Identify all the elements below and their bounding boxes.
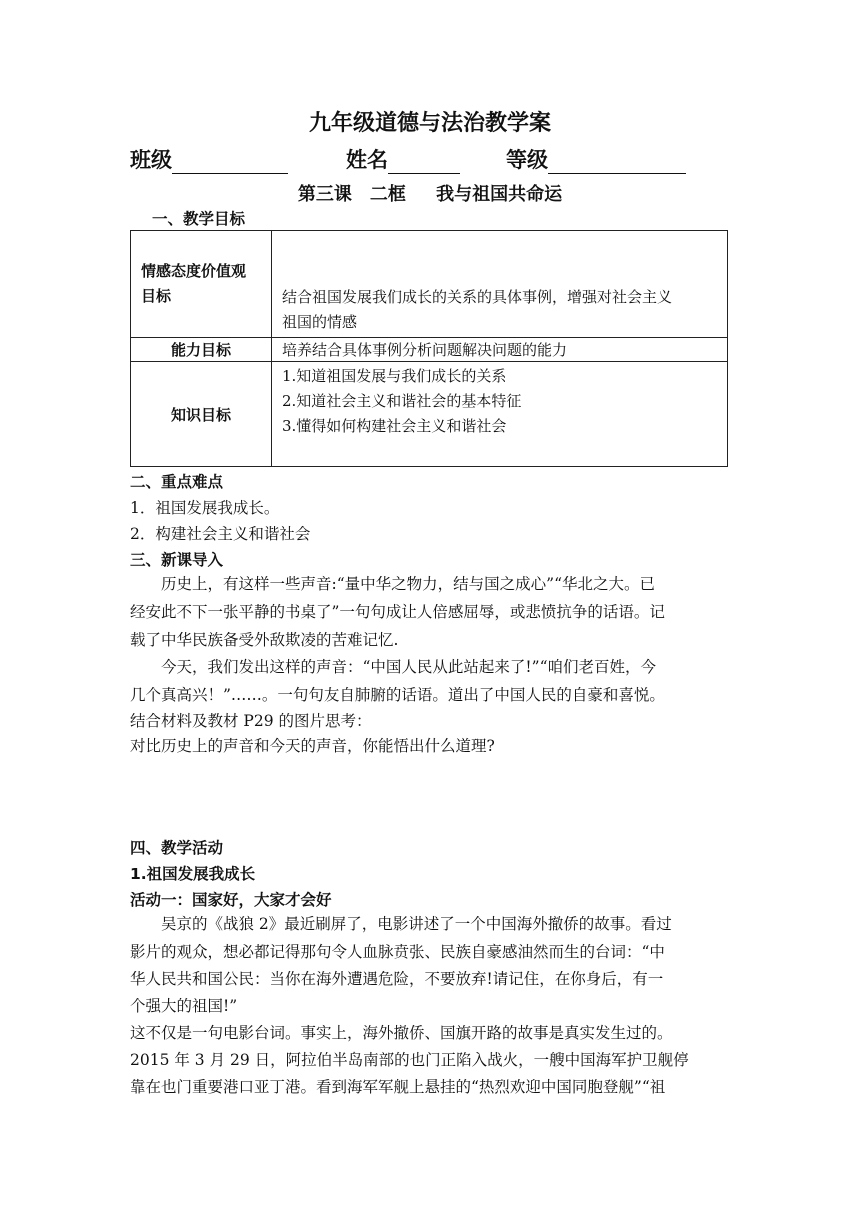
knowledge-item: 3.懂得如何构建社会主义和谐社会 [282,417,507,435]
section-heading-intro: 三、新课导入 [130,551,224,569]
emotion-label-line2: 目标 [141,287,172,305]
activity-heading: 活动一：国家好，大家才会好 [130,891,332,909]
key-point-item: 2．构建社会主义和谐社会 [130,525,311,543]
intro-paragraph2-line: 今天，我们发出这样的声音：“中国人民从此站起来了!”“咱们老百姓，今 [161,658,657,676]
knowledge-item: 2.知道社会主义和谐社会的基本特征 [282,392,522,410]
class-blank[interactable] [172,149,288,174]
label-cell-emotion [131,231,272,338]
intro-paragraph1-line: 经安此不下一张平静的书桌了”一句句成让人倍感屈辱，或悲愤抗争的话语。记 [130,603,665,621]
label-cell-ability: 能力目标 [131,338,272,362]
student-info-row [130,144,686,174]
activity-paragraph1-line: 华人民共和国公民：当你在海外遭遇危险，不要放弃!请记住，在你身后，有一 [130,970,664,988]
intro-paragraph2-line: 几个真高兴！”……。一句句友自肺腑的话语。道出了中国人民的自豪和喜悦。 [130,686,665,704]
document-title: 九年级道德与法治教学案 [308,111,551,136]
table-row [131,231,728,338]
intro-paragraph1-line: 载了中华民族备受外敌欺凌的苦难记忆. [130,631,399,649]
activity-paragraph1-line: 个强大的祖国!” [130,997,238,1015]
intro-paragraph2-line: 结合材料及教材 P29 的图片思考： [130,712,372,730]
class-label: 班级 [130,148,172,172]
emotion-label-line1: 情感态度价值观 [141,262,247,280]
table-row [131,338,728,362]
knowledge-item: 1.知道祖国发展与我们成长的关系 [282,367,507,385]
intro-question: 对比历史上的声音和今天的声音，你能悟出什么道理? [130,737,495,755]
table-row [131,362,728,467]
activity-paragraph1-line: 影片的观众，想必都记得那句令人血脉贲张、民族自豪感油然而生的台词：“中 [130,943,665,961]
class-field[interactable] [130,144,288,174]
grade-label: 等级 [506,148,548,172]
emotion-content-line1: 结合祖国发展我们成长的关系的具体事例，增强对社会主义 [282,288,673,306]
activity-paragraph2-line: 靠在也门重要港口亚丁港。看到海军军舰上悬挂的“热烈欢迎中国同胞登舰”“祖 [130,1078,666,1096]
activity-paragraph1-line: 吴京的《战狼 2》最近刷屏了，电影讲述了一个中国海外撤侨的故事。看过 [161,915,672,933]
label-cell-knowledge: 知识目标 [131,362,272,467]
lesson-title: 第三课 二框 我与祖国共命运 [297,184,563,205]
activity-paragraph2-line: 这不仅是一句电影台词。事实上，海外撤侨、国旗开路的故事是真实发生过的。 [130,1024,673,1042]
section-heading-key-points: 二、重点难点 [130,473,224,491]
key-point-item: 1．祖国发展我成长。 [130,499,280,517]
subsection-heading: 1.祖国发展我成长 [130,865,256,883]
name-field[interactable] [346,144,460,174]
content-cell-emotion [272,231,728,338]
intro-paragraph1-line: 历史上，有这样一些声音:“量中华之物力，结与国之成心”“华北之大。已 [161,575,655,593]
emotion-content-line2: 祖国的情感 [282,313,358,331]
grade-blank[interactable] [548,149,686,174]
grade-field[interactable] [506,144,686,174]
activity-paragraph2-line: 2015 年 3 月 29 日，阿拉伯半岛南部的也门正陷入战火，一艘中国海军护卫舰停 [130,1051,689,1069]
name-label: 姓名 [346,148,388,172]
content-cell-ability: 培养结合具体事例分析问题解决问题的能力 [272,338,728,362]
section-heading-activities: 四、教学活动 [130,839,224,857]
name-blank[interactable] [388,149,460,174]
content-cell-knowledge [272,362,728,467]
teaching-goals-table [130,230,728,467]
section-heading-goals: 一、教学目标 [152,210,246,228]
